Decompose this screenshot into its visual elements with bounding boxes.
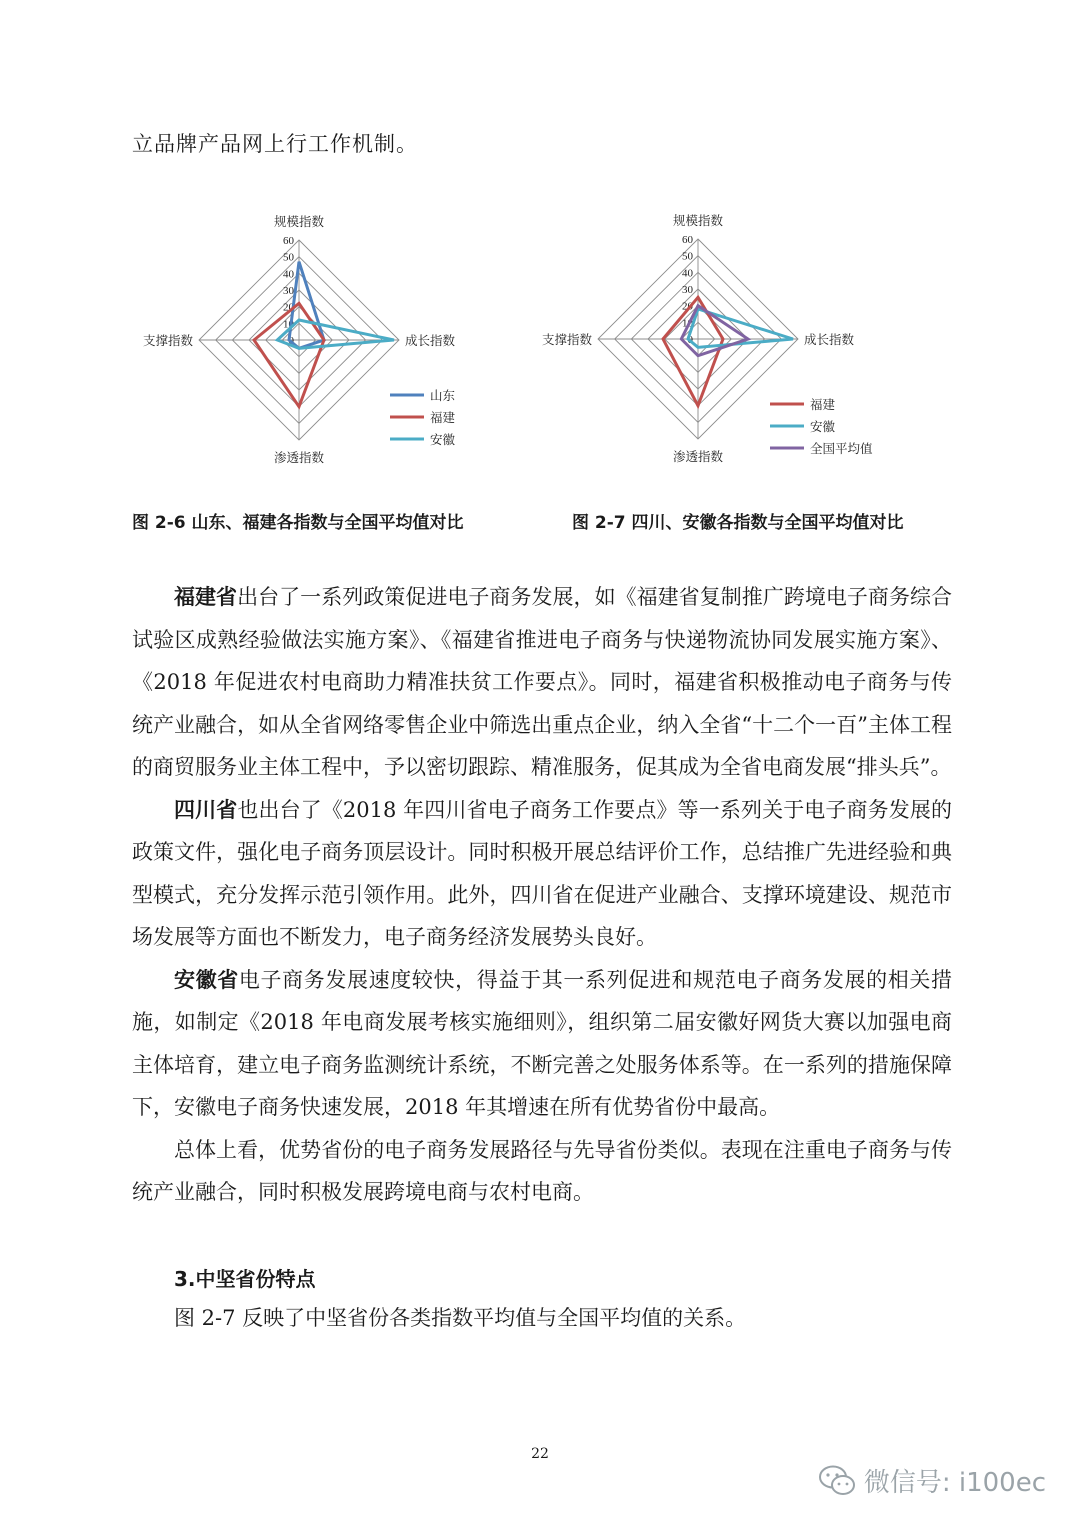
- tick-label: 0: [687, 334, 693, 346]
- series-polygon-1: [289, 262, 324, 349]
- paragraph-body: 也出台了《2018 年四川省电子商务工作要点》等一系列关于电子商务发展的政策文件，强化电子商务顶层设计。同时积极开展总结评价工作，总结推广先进经验和典型模式，充分发挥示范引领作用。此外，四川省在促进产业融合、支撑环境建设、规范市场发展等方面也不断发力，电子商务经济发展势头良好。: [132, 797, 952, 949]
- tick-label: 10: [682, 317, 693, 330]
- radar-chart-1-svg: [120, 200, 500, 480]
- legend-label: 全国平均值: [810, 441, 873, 456]
- paragraph-sichuan: [132, 789, 952, 959]
- paragraph-summary: [132, 1129, 952, 1214]
- watermark-text: 微信号: i100ec: [863, 1468, 1046, 1498]
- axis-label: 支撑指数: [541, 332, 592, 347]
- tick-label: 30: [682, 284, 693, 296]
- intro-line: 立品牌产品网上行工作机制。: [132, 132, 418, 156]
- axis-label: 规模指数: [672, 213, 724, 228]
- paragraph-body: 总体上看，优势省份的电子商务发展路径与先导省份类似。表现在注重电子商务与传统产业融合，同时积极发展跨境电商与农村电商。: [132, 1137, 952, 1204]
- figure-caption-2-7: 图 2-7 四川、安徽各指数与全国平均值对比: [572, 513, 904, 533]
- axis-label: 支撑指数: [142, 333, 193, 348]
- page-number: 22: [531, 1446, 549, 1462]
- axis-label: 渗透指数: [672, 449, 724, 464]
- tick-label: 40: [283, 268, 294, 281]
- closing-line: 图 2-7 反映了中坚省份各类指数平均值与全国平均值的关系。: [174, 1306, 747, 1330]
- legend-label: 福建: [810, 397, 836, 412]
- axis-label: 成长指数: [804, 332, 855, 347]
- legend-label: 福建: [430, 410, 456, 425]
- radar-chart-2-svg: [520, 205, 920, 475]
- paragraph-body: 电子商务发展速度较快，得益于其一系列促进和规范电子商务发展的相关措施，如制定《2018 年电商发展考核实施细则》，组织第二届安徽好网货大赛以加强电商主体培育，建立电子商务监测统计系统，不断完善之处服务体系等。在一系列的措施保障下，安徽电子商务快速发展，2018 年其增速在所有优势省份中最高。: [132, 967, 953, 1119]
- paragraph-lead: 四川省: [174, 797, 238, 822]
- paragraph-body: 出台了一系列政策促进电子商务发展，如《福建省复制推广跨境电子商务综合试验区成熟经验做法实施方案》、《福建省推进电子商务与快递物流协同发展实施方案》、《2018 年促进农村电商助力精准扶贫工作要点》。同时，福建省积极推动电子商务与传统产业融合，如从全省网络零售企业中筛选出重点企业，纳入全省“十二个一百”主体工程的商贸服务业主体工程中，予以密切跟踪、精准服务，促其成为全省电商发展“排头兵”。: [132, 585, 953, 779]
- legend-label: 安徽: [430, 432, 456, 447]
- figure-caption-2-6: 图 2-6 山东、福建各指数与全国平均值对比: [132, 513, 464, 533]
- radar-chart-1: [120, 200, 500, 484]
- tick-label: 20: [682, 300, 693, 313]
- tick-label: 50: [682, 250, 693, 263]
- tick-label: 60: [682, 234, 693, 246]
- watermark: [818, 1462, 1046, 1499]
- paragraph-lead: 福建省: [174, 585, 238, 609]
- paragraph-anhui: [132, 959, 952, 1129]
- tick-label: 20: [283, 301, 294, 314]
- tick-label: 40: [682, 267, 693, 280]
- section-title: 3.中坚省份特点: [174, 1267, 316, 1291]
- tick-label: 10: [283, 318, 294, 331]
- axis-label: 规模指数: [273, 214, 325, 229]
- body-text: [132, 576, 952, 1214]
- axis-label: 成长指数: [405, 333, 456, 348]
- paragraph-fujian: [132, 576, 952, 789]
- wechat-icon: [818, 1464, 856, 1498]
- radar-chart-2: [520, 205, 920, 479]
- tick-label: 30: [283, 285, 294, 297]
- legend-label: 山东: [430, 388, 456, 403]
- legend-label: 安徽: [810, 419, 836, 434]
- tick-label: 0: [288, 335, 294, 347]
- axis-label: 渗透指数: [273, 450, 325, 465]
- tick-label: 50: [283, 251, 294, 264]
- tick-label: 60: [283, 235, 294, 247]
- paragraph-lead: 安徽省: [174, 967, 239, 992]
